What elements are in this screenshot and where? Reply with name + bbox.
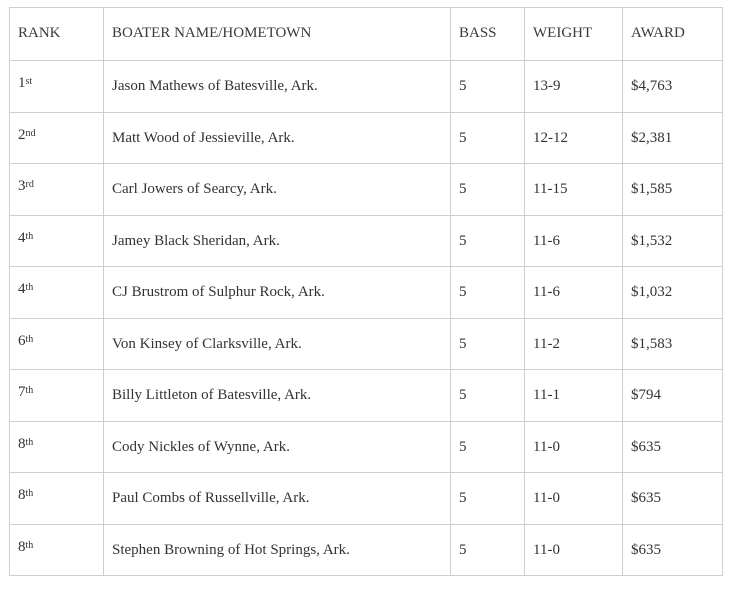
weight-cell: 11-6 xyxy=(525,267,623,319)
rank-suffix: th xyxy=(25,385,34,396)
results-table xyxy=(9,7,723,576)
weight-cell: 12-12 xyxy=(525,112,623,164)
bass-cell: 5 xyxy=(451,421,525,473)
rank-cell xyxy=(10,421,104,473)
bass-cell: 5 xyxy=(451,318,525,370)
rank-number: 4 xyxy=(18,281,26,297)
award-cell: $4,763 xyxy=(623,61,723,113)
bass-cell: 5 xyxy=(451,267,525,319)
bass-cell: 5 xyxy=(451,370,525,422)
award-cell: $1,532 xyxy=(623,215,723,267)
header-row xyxy=(10,8,723,61)
rank-number: 3 xyxy=(18,178,26,194)
header-rank: RANK xyxy=(10,8,104,61)
rank-cell xyxy=(10,267,104,319)
weight-cell: 11-15 xyxy=(525,164,623,216)
award-cell: $794 xyxy=(623,370,723,422)
rank-suffix: th xyxy=(25,333,34,345)
boater-name-cell: CJ Brustrom of Sulphur Rock, Ark. xyxy=(104,267,451,319)
rank-suffix: rd xyxy=(25,179,34,190)
rank-suffix: th xyxy=(25,282,34,293)
table-row xyxy=(10,164,723,216)
table-row xyxy=(10,112,723,164)
boater-name-cell: Billy Littleton of Batesville, Ark. xyxy=(104,370,451,422)
bass-cell: 5 xyxy=(451,164,525,216)
boater-name-cell: Paul Combs of Russellville, Ark. xyxy=(104,473,451,525)
rank-number: 8 xyxy=(18,487,26,503)
rank-number: 8 xyxy=(18,435,26,452)
rank-cell xyxy=(10,524,104,576)
table-row xyxy=(10,370,723,422)
table-row xyxy=(10,267,723,319)
weight-cell: 13-9 xyxy=(525,61,623,113)
boater-name-cell: Jason Mathews of Batesville, Ark. xyxy=(104,61,451,113)
bass-cell: 5 xyxy=(451,524,525,576)
table-row xyxy=(10,473,723,525)
table-row xyxy=(10,215,723,267)
header-boater-name: BOATER NAME/HOMETOWN xyxy=(104,8,451,61)
rank-cell xyxy=(10,318,104,370)
weight-cell: 11-6 xyxy=(525,215,623,267)
rank-cell xyxy=(10,112,104,164)
rank-cell xyxy=(10,164,104,216)
rank-number: 8 xyxy=(18,538,26,555)
award-cell: $635 xyxy=(623,473,723,525)
rank-number: 6 xyxy=(18,332,26,349)
header-weight: WEIGHT xyxy=(525,8,623,61)
boater-name-cell: Von Kinsey of Clarksville, Ark. xyxy=(104,318,451,370)
rank-cell xyxy=(10,61,104,113)
rank-number: 4 xyxy=(18,229,26,246)
weight-cell: 11-0 xyxy=(525,421,623,473)
boater-name-cell: Cody Nickles of Wynne, Ark. xyxy=(104,421,451,473)
weight-cell: 11-2 xyxy=(525,318,623,370)
table-row xyxy=(10,318,723,370)
weight-cell: 11-0 xyxy=(525,524,623,576)
rank-suffix: th xyxy=(25,488,34,499)
weight-cell: 11-1 xyxy=(525,370,623,422)
boater-name-cell: Carl Jowers of Searcy, Ark. xyxy=(104,164,451,216)
bass-cell: 5 xyxy=(451,61,525,113)
bass-cell: 5 xyxy=(451,112,525,164)
rank-cell xyxy=(10,473,104,525)
boater-name-cell: Matt Wood of Jessieville, Ark. xyxy=(104,112,451,164)
table-row xyxy=(10,61,723,113)
rank-suffix: th xyxy=(25,436,34,448)
table-row xyxy=(10,421,723,473)
rank-cell xyxy=(10,370,104,422)
bass-cell: 5 xyxy=(451,473,525,525)
rank-suffix: th xyxy=(25,230,34,242)
rank-number: 7 xyxy=(18,384,26,400)
rank-suffix: st xyxy=(25,76,33,87)
table-row xyxy=(10,524,723,576)
header-bass: BASS xyxy=(451,8,525,61)
rank-cell xyxy=(10,215,104,267)
award-cell: $1,585 xyxy=(623,164,723,216)
rank-suffix: nd xyxy=(25,127,36,139)
boater-name-cell: Stephen Browning of Hot Springs, Ark. xyxy=(104,524,451,576)
award-cell: $1,032 xyxy=(623,267,723,319)
award-cell: $635 xyxy=(623,524,723,576)
bass-cell: 5 xyxy=(451,215,525,267)
award-cell: $2,381 xyxy=(623,112,723,164)
award-cell: $1,583 xyxy=(623,318,723,370)
rank-number: 1 xyxy=(18,75,26,91)
award-cell: $635 xyxy=(623,421,723,473)
rank-suffix: th xyxy=(25,539,34,551)
rank-number: 2 xyxy=(18,126,26,143)
header-award: AWARD xyxy=(623,8,723,61)
weight-cell: 11-0 xyxy=(525,473,623,525)
boater-name-cell: Jamey Black Sheridan, Ark. xyxy=(104,215,451,267)
